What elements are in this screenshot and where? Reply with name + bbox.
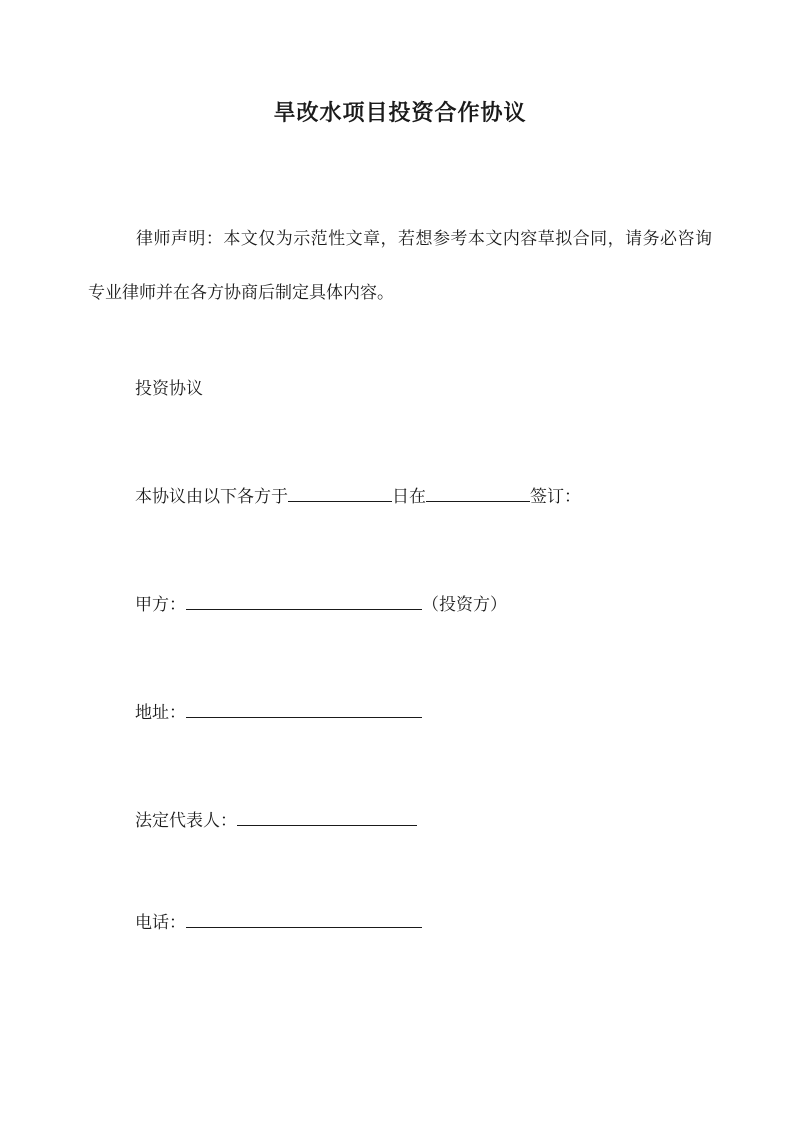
address-blank (186, 701, 422, 718)
party-a-note: （投资方） (422, 595, 507, 615)
signing-suffix: 签订： (530, 487, 581, 507)
section-heading: 投资协议 (135, 379, 203, 399)
signing-place-blank (426, 485, 530, 502)
phone-label: 电话： (135, 913, 186, 933)
phone-line (135, 908, 422, 933)
lawyer-disclaimer: 律师声明：本文仅为示范性文章，若想参考本文内容草拟合同，请务必咨询专业律师并在各方协商后制定具体内容。 (88, 229, 712, 303)
legal-rep-blank (237, 809, 417, 826)
signing-prefix: 本协议由以下各方于 (135, 487, 288, 507)
party-a-line (135, 590, 507, 615)
legal-rep-label: 法定代表人： (135, 811, 237, 831)
address-label: 地址： (135, 703, 186, 723)
legal-representative-line (135, 806, 417, 831)
signing-statement (135, 482, 581, 507)
phone-blank (186, 911, 422, 928)
signing-date-blank (288, 485, 392, 502)
address-line (135, 698, 422, 723)
party-a-label: 甲方： (135, 595, 186, 615)
document-title: 旱改水项目投资合作协议 (273, 100, 527, 126)
party-a-blank (186, 593, 422, 610)
signing-mid: 日在 (392, 487, 426, 507)
